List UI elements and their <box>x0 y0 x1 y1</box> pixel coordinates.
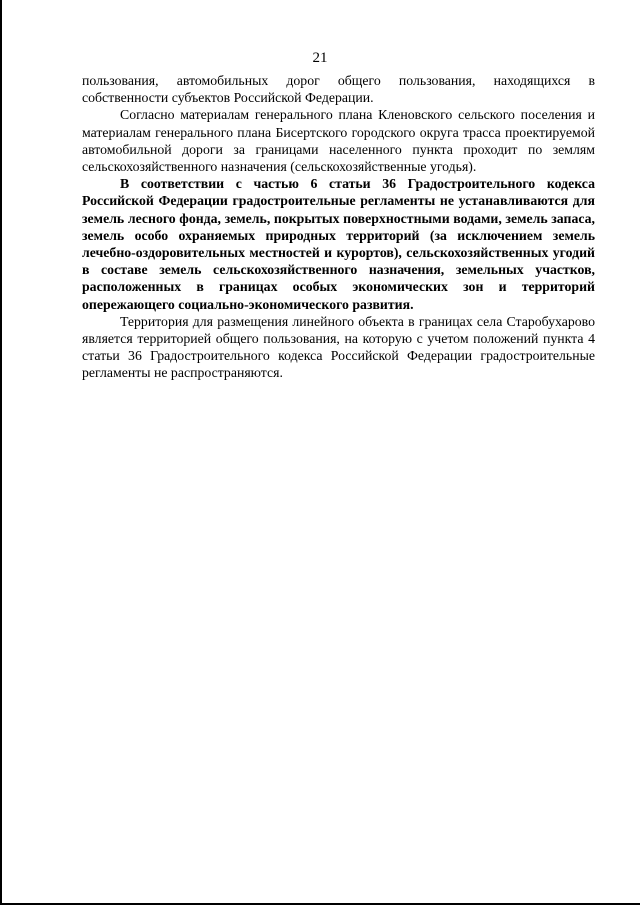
paragraph-1: пользования, автомобильных дорог общего пользования, находящихся в собственности субъектов Российской Федерации. <box>82 73 595 106</box>
paragraph-4: Территория для размещения линейного объекта в границах села Старобухарово является территорией общего пользования, на которую с учетом положений пункта 4 статьи 36 Градостроительного кодекса Российской Федерации градостроительные регламенты не распространяются. <box>82 313 595 381</box>
scan-left-border <box>0 0 2 905</box>
page-number: 21 <box>312 50 328 66</box>
paragraph-3: В соответствии с частью 6 статьи 36 Градостроительного кодекса Российской Федерации градостроительные регламенты не устанавливаются для земель лесного фонда, земель, покрытых поверхностными водами, земель запаса, земель особо охраняемых природных территорий (за исключением земель лечебно-оздоровительных местностей и курортов), сельскохозяйственных угодий в составе земель сельскохозяйственного назначения, земельных участков, расположенных в границах особых экономических зон и территорий опережающего социально-экономического развития. <box>82 176 595 312</box>
document-body <box>82 72 595 382</box>
paragraph-2: Согласно материалам генерального плана Кленовского сельского поселения и материалам генерального плана Бисертского городского округа трасса проектируемой автомобильной дороги за границами населенного пункта проходит по землям сельскохозяйственного назначения (сельскохозяйственные угодья). <box>82 107 595 175</box>
